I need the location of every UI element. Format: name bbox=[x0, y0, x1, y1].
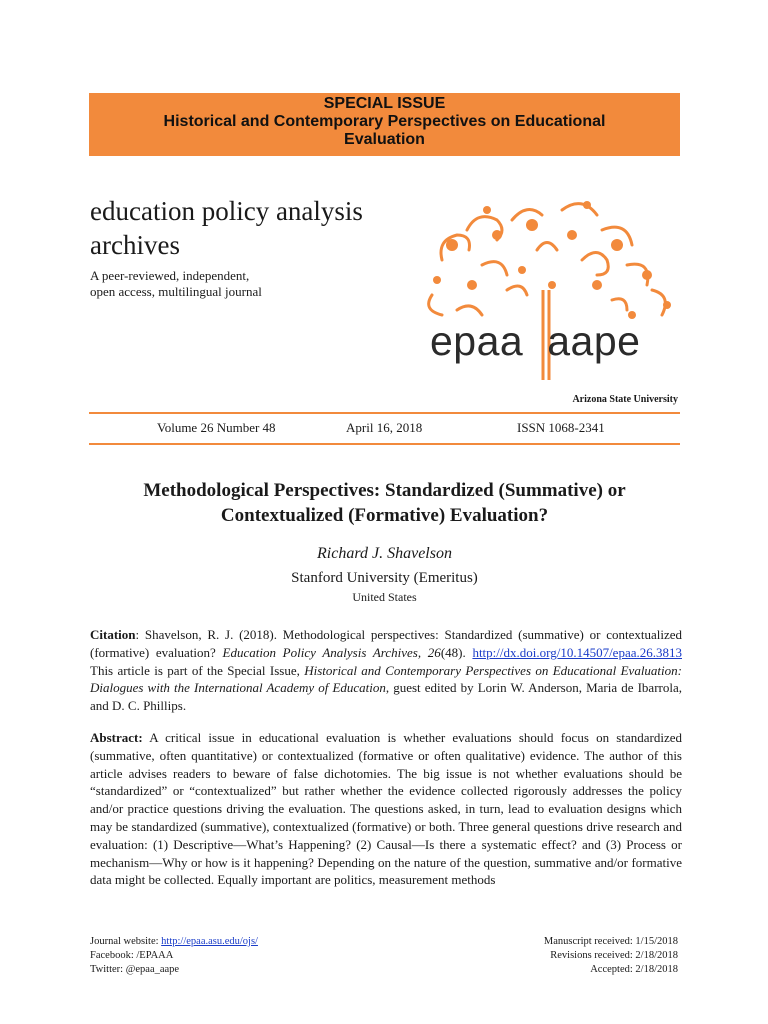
logo-aape: aape bbox=[547, 318, 641, 364]
journal-tagline bbox=[90, 268, 350, 300]
bottom-divider bbox=[89, 443, 680, 445]
revisions-received: Revisions received: 2/18/2018 bbox=[550, 950, 678, 961]
footer-website bbox=[90, 935, 258, 949]
citation-journal: Education Policy Analysis Archives, 26 bbox=[222, 644, 441, 660]
website-label: Journal website: bbox=[90, 936, 162, 947]
accepted-date: Accepted: 2/18/2018 bbox=[590, 964, 678, 975]
article-title-line-1: Methodological Perspectives: Standardized (Summative) or bbox=[143, 480, 626, 501]
issue-issn: ISSN 1068-2341 bbox=[517, 420, 605, 435]
abstract-paragraph bbox=[90, 729, 682, 921]
banner-line-1: SPECIAL ISSUE bbox=[323, 95, 446, 112]
footer-twitter: Twitter: @epaa_aape bbox=[90, 964, 180, 975]
epaa-aape-logo bbox=[430, 318, 640, 365]
issue-volume: Volume 26 Number 48 bbox=[157, 420, 276, 435]
doi-link[interactable]: http://dx.doi.org/10.14507/epaa.26.3813 bbox=[472, 644, 682, 660]
citation-paragraph bbox=[90, 626, 682, 715]
footer-facebook: Facebook: /EPAAA bbox=[90, 950, 174, 961]
author-country: United States bbox=[352, 590, 417, 604]
manuscript-received: Manuscript received: 1/15/2018 bbox=[543, 936, 678, 947]
citation-special-issue: Historical and Contemporary Perspectives on Educational Evaluation: Dialogues with the International Academy of Education bbox=[90, 662, 682, 696]
footer-dates bbox=[544, 935, 678, 977]
banner-line-2: Historical and Contemporary Perspectives on Educational bbox=[163, 113, 606, 130]
university-name: Arizona State University bbox=[572, 394, 678, 405]
special-issue-banner bbox=[89, 93, 680, 156]
journal-title-line-2: archives bbox=[90, 230, 180, 260]
top-divider bbox=[89, 412, 680, 414]
footer-contact bbox=[90, 935, 258, 977]
abstract-label: Abstract: bbox=[90, 730, 143, 745]
journal-title bbox=[90, 194, 410, 262]
journal-website-link[interactable]: http://epaa.asu.edu/ojs/ bbox=[161, 936, 258, 947]
author-affiliation: Stanford University (Emeritus) bbox=[291, 570, 478, 586]
logo-epaa: epaa bbox=[430, 318, 524, 364]
citation-text-4: , guest edited by Lorin W. Anderson, Maria de Ibarrola, and D. C. Phillips. bbox=[90, 680, 682, 714]
banner-line-3: Evaluation bbox=[344, 131, 425, 148]
tagline-line-2: open access, multilingual journal bbox=[90, 284, 262, 299]
tagline-line-1: A peer-reviewed, independent, bbox=[90, 268, 250, 283]
citation-text-2: (48). bbox=[440, 644, 473, 660]
citation-label: Citation bbox=[90, 627, 136, 642]
article-title bbox=[89, 478, 680, 528]
article-title-line-2: Contextualized (Formative) Evaluation? bbox=[220, 505, 549, 526]
citation-text-1: : Shavelson, R. J. (2018). Methodological perspectives: Standardized (summative) or contextualized (formative) evaluation? bbox=[90, 627, 682, 660]
citation-text-3: This article is part of the Special Issue, bbox=[90, 662, 305, 678]
article-author: Richard J. Shavelson bbox=[317, 545, 452, 562]
journal-title-line-1: education policy analysis bbox=[90, 196, 363, 226]
abstract-text: A critical issue in educational evaluation is whether evaluations should focus on standardized (summative, often quantitative) or contextualized (formative or often qualitative) evidence. The author of this article advises readers to beware of false dichotomies. The big issue is not whether evaluations should be “standardized” or “contextualized” but rather whether the evidence collected rigorously addresses the policy and/or practice questions driving the evaluation. The questions asked, in turn, lead to evaluation designs which may be standardized (summative), contextualized (formative) or both. Three general questions drive research and evaluation: (1) Descriptive—What’s Happening? (2) Causal—Is there a systematic effect? and (3) Process or mechanism—Why or how is it happening? Depending on the nature of the question, summative and/or formative data might be collected. Equally important are politics, measurement methods bbox=[90, 730, 682, 888]
issue-date: April 16, 2018 bbox=[346, 420, 423, 435]
